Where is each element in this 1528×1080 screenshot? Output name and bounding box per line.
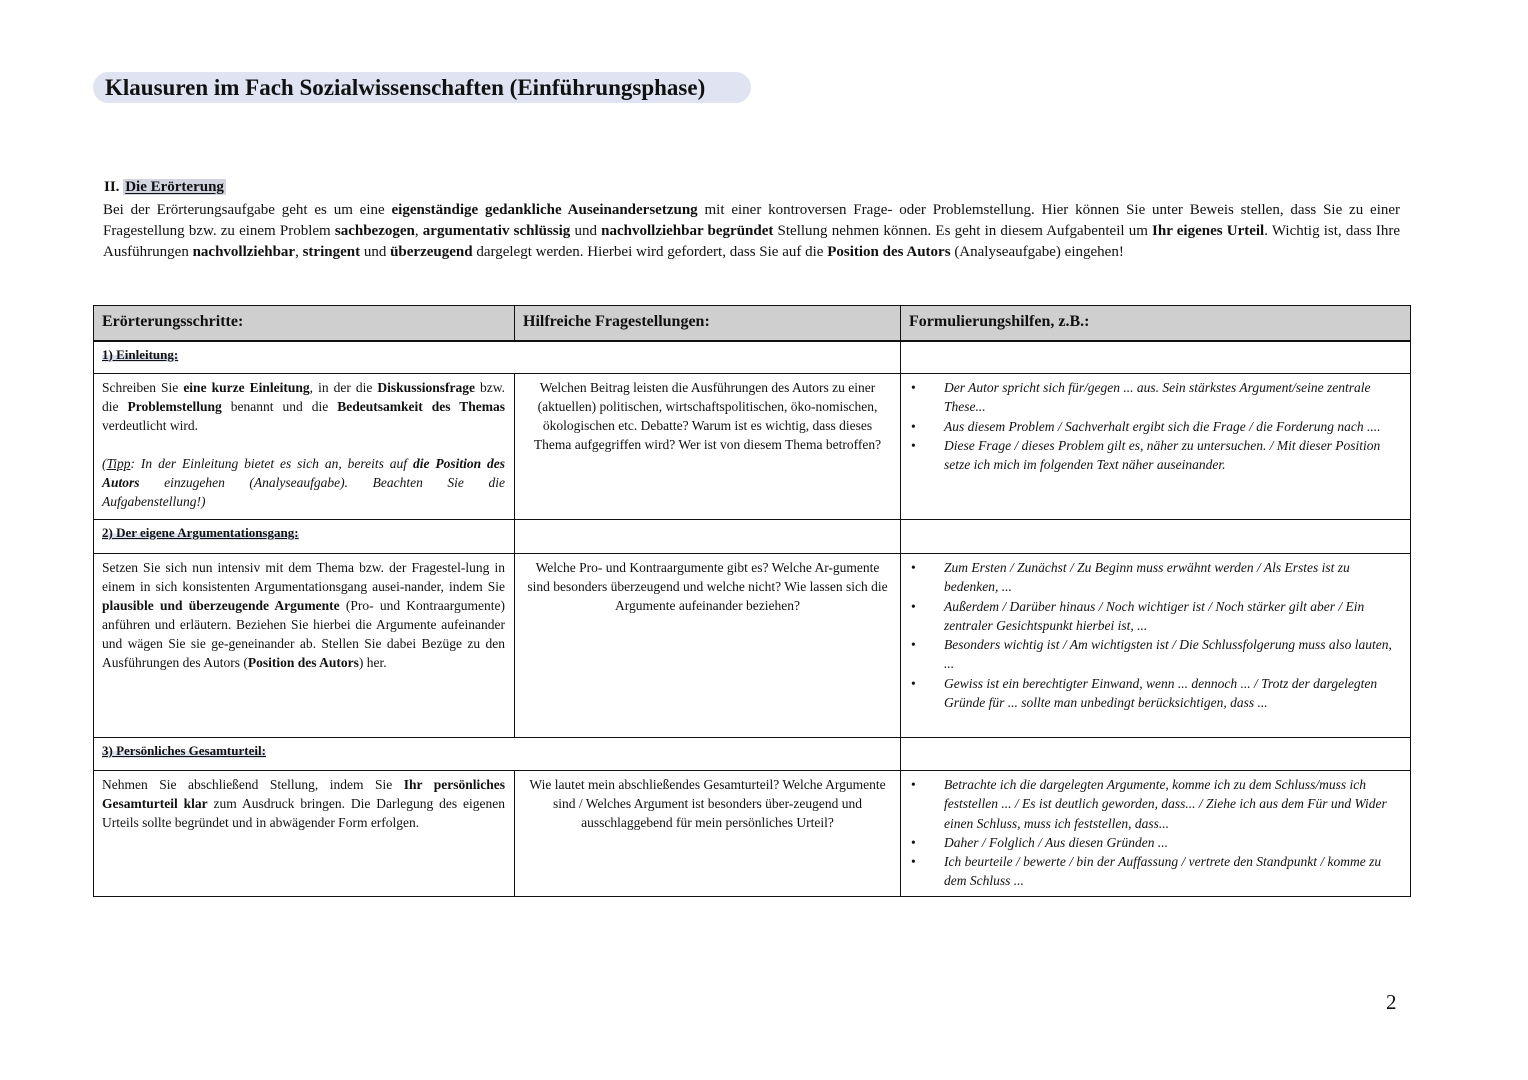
step-cell	[94, 374, 515, 520]
emphasis-text: die Position des Autors	[102, 456, 506, 490]
text-segment: zum Ausdruck bringen. Die Darlegung des eigenen Urteils sollte begründet und in abwägender Form erfolgen.	[102, 796, 506, 830]
section-label-row	[94, 738, 1411, 771]
header-questions: Hilfreiche Fragestellungen:	[515, 306, 901, 341]
emphasis-text: plausible und überzeugende Argumente	[102, 598, 340, 613]
header-phrases: Formulierungshilfen, z.B.:	[901, 306, 1411, 341]
list-item: • Zum Ersten / Zunächst / Zu Beginn muss erwähnt werden / Als Erstes ist zu bedenken, ...	[902, 558, 1399, 597]
header-steps: Erörterungsschritte:	[94, 306, 515, 341]
text-segment: (Pro- und Kontraargumente) anführen und erläutern. Beziehen Sie hierbei die Argumente aufeinander und wägen Sie sie ge-geneinander ab. Stellen Sie dabei Bezüge zu den Ausführungen des Autors (	[102, 598, 505, 670]
table-header-row	[94, 306, 1411, 341]
emphasis-text: eigenständige gedankliche Auseinandersetzung	[391, 202, 698, 218]
emphasis-text: Ihr eigenes Urteil	[1152, 223, 1265, 239]
section-title: Die Erörterung	[125, 179, 224, 195]
text-segment: : In der Einleitung bietet es sich an, bereits auf	[130, 456, 413, 471]
list-item: • Betrachte ich die dargelegten Argumente, komme ich zu dem Schluss/muss ich feststellen ... / Es ist deutlich geworden, dass... / Ziehe ich aus dem Für und Wider einen Schluss, muss ich feststellen, dass...	[902, 775, 1399, 833]
list-item: • Daher / Folglich / Aus diesen Gründen ...	[902, 833, 1399, 852]
emphasis-text: sachbezogen	[334, 223, 415, 239]
eroerterung-table	[93, 305, 1411, 897]
emphasis-text: Problemstellung	[127, 399, 222, 414]
emphasis-text: argumentativ schlüssig	[422, 223, 571, 239]
page-title: Klausuren im Fach Sozialwissenschaften (Einführungsphase)	[93, 72, 751, 103]
question-cell: Welche Pro- und Kontraargumente gibt es? Welche Ar-gumente sind besonders überzeugend und welche nicht? Wie lassen sich die Argumente aufeinander beziehen?	[515, 554, 901, 738]
list-item: • Ich beurteile / bewerte / bin der Auffassung / vertrete den Standpunkt / komme zu dem Schluss ...	[902, 852, 1399, 891]
list-item: • Besonders wichtig ist / Am wichtigsten ist / Die Schlussfolgerung muss also lauten, ...	[902, 635, 1399, 674]
emphasis-text: Position des Autors	[247, 655, 359, 670]
emphasis-text: eine kurze Einleitung	[183, 380, 310, 395]
step-cell	[94, 554, 515, 738]
emphasis-text: Diskussionsfrage	[377, 380, 475, 395]
phrases-cell	[901, 554, 1411, 738]
text-segment: Setzen Sie sich nun intensiv mit dem Thema bzw. der Fragestel-lung in einem in sich konsistenten Argumentationsgang ausei-nander, indem Sie	[102, 560, 505, 594]
emphasis-text: Ihr persönliches Gesamturteil klar	[102, 777, 505, 811]
emphasis-text: überzeugend	[390, 244, 473, 260]
text-segment: ) her.	[358, 655, 387, 670]
step-text	[102, 558, 505, 672]
page-number: 2	[1386, 990, 1397, 1014]
text-segment: verdeutlicht wird.	[102, 418, 198, 433]
text-segment: mit einer kontroversen Frage- oder Problemstellung. Hier können Sie unter Beweis stellen, dass Sie zu einer Fragestellung bzw. zu einem Problem	[103, 202, 1401, 239]
text-segment: bzw. die	[102, 380, 505, 414]
emphasis-text: stringent	[302, 244, 361, 260]
text-segment: (	[102, 456, 107, 471]
text-segment: und	[360, 244, 391, 260]
section-label-gesamturteil: 3) Persönliches Gesamturteil:	[102, 743, 266, 758]
text-segment: Stellung nehmen können. Es geht in diesem Aufgabenteil um	[773, 223, 1153, 239]
emphasis-text: nachvollziehbar begründet	[601, 223, 774, 239]
text-segment: (Analyseaufgabe) eingehen!	[950, 244, 1124, 260]
phrase-list	[902, 555, 1409, 712]
text-segment: dargelegt werden. Hierbei wird gefordert, dass Sie auf die	[472, 244, 828, 260]
section-number: II.	[104, 179, 120, 195]
text-segment: einzugehen (Analyseaufgabe). Beachten Sie die Aufgabenstellung!)	[102, 475, 505, 509]
phrase-list	[902, 375, 1409, 474]
table-row	[94, 374, 1411, 520]
section-label-row	[94, 520, 1411, 554]
table-row	[94, 554, 1411, 738]
phrases-cell	[901, 374, 1411, 520]
list-item: • Gewiss ist ein berechtigter Einwand, wenn ... dennoch ... / Trotz der dargelegten Gründe für ... sollte man unbedingt berücksichtigen, dass ...	[902, 674, 1399, 713]
tip-text	[102, 454, 505, 511]
question-cell: Wie lautet mein abschließendes Gesamturteil? Welche Argumente sind / Welches Argument ist besonders über-zeugend und ausschlaggebend für mein persönliches Urteil?	[515, 771, 901, 897]
text-segment: Nehmen Sie abschließend Stellung, indem Sie	[102, 777, 404, 792]
emphasis-text: Position des Autors	[827, 244, 951, 260]
table-row	[94, 771, 1411, 897]
text-segment: ,	[414, 223, 423, 239]
list-item: • Der Autor spricht sich für/gegen ... aus. Sein stärkstes Argument/seine zentrale These...	[902, 378, 1399, 417]
step-text	[102, 378, 505, 435]
text-segment: ,	[295, 244, 303, 260]
text-segment: benannt und die	[221, 399, 338, 414]
text-segment: . Wichtig ist, dass Ihre Ausführungen	[103, 223, 1400, 260]
section-label-einleitung: 1) Einleitung:	[102, 346, 179, 362]
list-item: • Außerdem / Darüber hinaus / Noch wichtiger ist / Noch stärker gilt aber / Ein zentraler Gesichtspunkt hierbei ist, ...	[902, 597, 1399, 636]
list-item: • Aus diesem Problem / Sachverhalt ergibt sich die Frage / die Forderung nach ....	[902, 417, 1399, 436]
text-segment: und	[570, 223, 602, 239]
section-heading	[104, 179, 226, 196]
intro-paragraph	[103, 200, 1400, 263]
question-cell: Welchen Beitrag leisten die Ausführungen des Autors zu einer (aktuellen) politischen, wirtschaftspolitischen, öko-nomischen, ökologischen etc. Debatte? Warum ist es wichtig, dass dieses Thema aufgegriffen wird? Wer ist von diesem Thema betroffen?	[515, 374, 901, 520]
text-segment: Bei der Erörterungsaufgabe geht es um eine	[103, 202, 392, 218]
emphasis-text: nachvollziehbar	[192, 244, 296, 260]
section-label-row	[94, 341, 1411, 374]
text-segment: Schreiben Sie	[102, 380, 184, 395]
phrase-list	[902, 772, 1409, 891]
section-label-argumentationsgang: 2) Der eigene Argumentationsgang:	[102, 525, 299, 540]
emphasis-text: Bedeutsamkeit des Themas	[337, 399, 505, 414]
phrases-cell	[901, 771, 1411, 897]
text-segment: , in der die	[309, 380, 378, 395]
text-segment: Tipp	[106, 456, 131, 471]
step-text	[102, 775, 505, 832]
list-item: • Diese Frage / dieses Problem gilt es, näher zu untersuchen. / Mit dieser Position setze ich mich im folgenden Text näher auseinander.	[902, 436, 1399, 475]
step-cell	[94, 771, 515, 897]
